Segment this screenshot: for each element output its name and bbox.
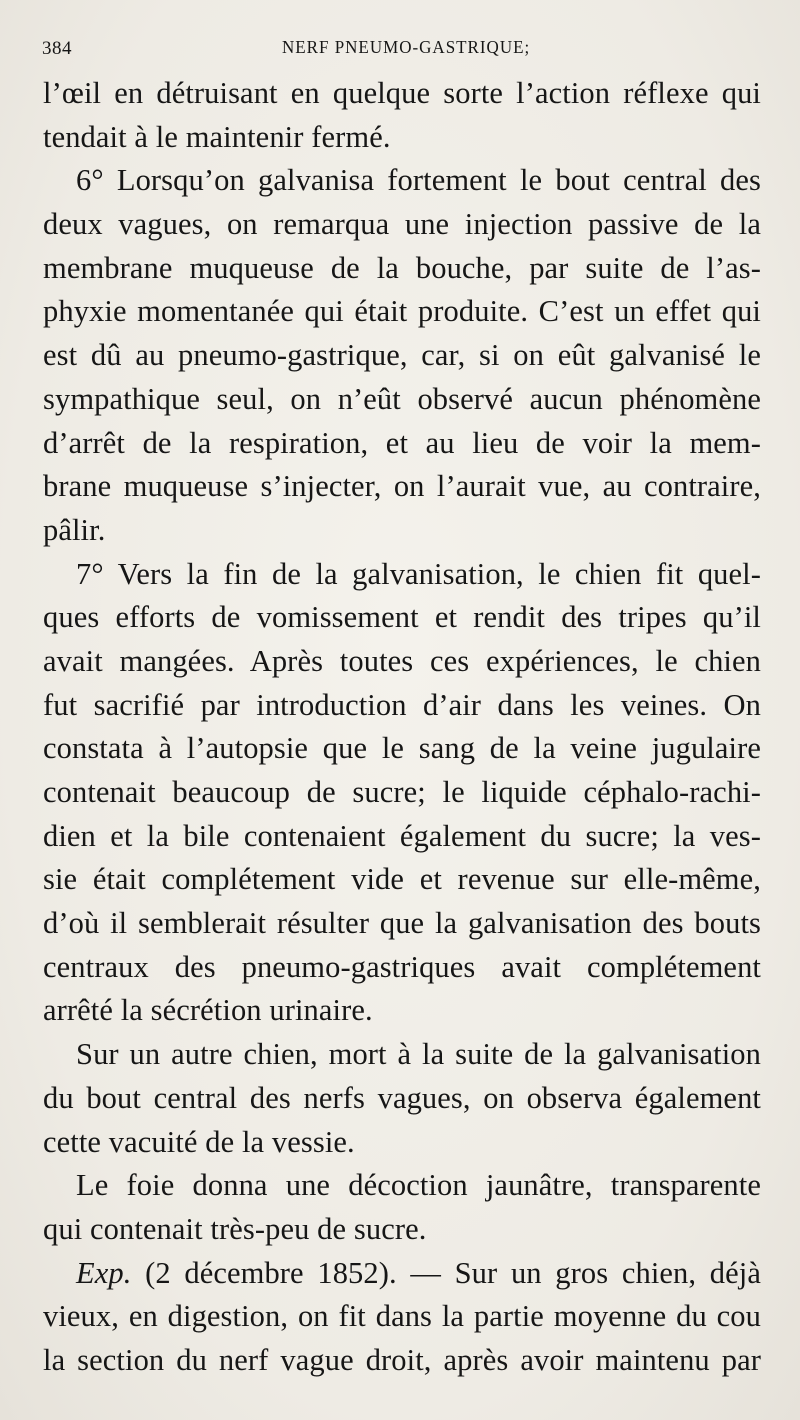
text-line: membrane muqueuse de la bouche, par suite de l’as-: [43, 250, 761, 285]
text-line: 7° Vers la fin de la galvanisation, le chien fit quel-: [76, 556, 761, 591]
text-line: la section du nerf vague droit, après avoir maintenu par: [43, 1342, 761, 1377]
text-line: phyxie momentanée qui était produite. C’est un effet qui: [43, 294, 761, 329]
text-line: du bout central des nerfs vagues, on observa également: [43, 1080, 761, 1115]
text-line: sie était complétement vide et revenue sur elle-même,: [43, 862, 761, 897]
text-line: vieux, en digestion, on fit dans la partie moyenne du cou: [43, 1299, 761, 1334]
text-line: ques efforts de vomissement et rendit des tripes qu’il: [43, 600, 761, 635]
text-line: [43, 1252, 761, 1296]
text-line: sympathique seul, on n’eût observé aucun phénomène: [43, 381, 761, 416]
running-title: NERF PNEUMO-GASTRIQUE;: [282, 37, 531, 58]
text-line: deux vagues, on remarqua une injection passive de la: [43, 207, 761, 242]
body-text: [43, 72, 761, 1383]
text-line: l’œil en détruisant en quelque sorte l’action réflexe qui: [43, 76, 761, 110]
text-line: arrêté la sécrétion urinaire.: [43, 993, 373, 1028]
text-line: Sur un autre chien, mort à la suite de la galvanisation: [76, 1037, 761, 1072]
text-line: dien et la bile contenaient également du sucre; la ves-: [43, 818, 761, 853]
text-line: est dû au pneumo-gastrique, car, si on eût galvanisé le: [43, 338, 761, 373]
text-line: pâlir.: [43, 512, 106, 547]
exp-label: Exp.: [76, 1255, 132, 1290]
text-line: centraux des pneumo-gastriques avait complétement: [43, 949, 761, 984]
page-number: 384: [42, 38, 72, 59]
text-line: d’où il semblerait résulter que la galvanisation des bouts: [43, 906, 761, 941]
page-header: [42, 38, 762, 68]
text-line: constata à l’autopsie que le sang de la veine jugulaire: [43, 731, 761, 766]
text-line: avait mangées. Après toutes ces expériences, le chien: [43, 643, 761, 678]
text-line: fut sacrifié par introduction d’air dans les veines. On: [43, 687, 761, 722]
text-line: contenait beaucoup de sucre; le liquide céphalo-rachi-: [43, 775, 761, 809]
text-line: Le foie donna une décoction jaunâtre, transparente: [76, 1168, 761, 1203]
exp-text: (2 décembre 1852). — Sur un gros chien, déjà: [145, 1255, 761, 1290]
text-line: qui contenait très-peu de sucre.: [43, 1211, 427, 1246]
text-line: brane muqueuse s’injecter, on l’aurait vue, au contraire,: [43, 469, 761, 504]
text-line: 6° Lorsqu’on galvanisa fortement le bout central des: [76, 163, 761, 198]
text-line: tendait à le maintenir fermé.: [43, 119, 391, 154]
text-line: d’arrêt de la respiration, et au lieu de voir la mem-: [43, 425, 761, 460]
text-line: cette vacuité de la vessie.: [43, 1124, 355, 1159]
